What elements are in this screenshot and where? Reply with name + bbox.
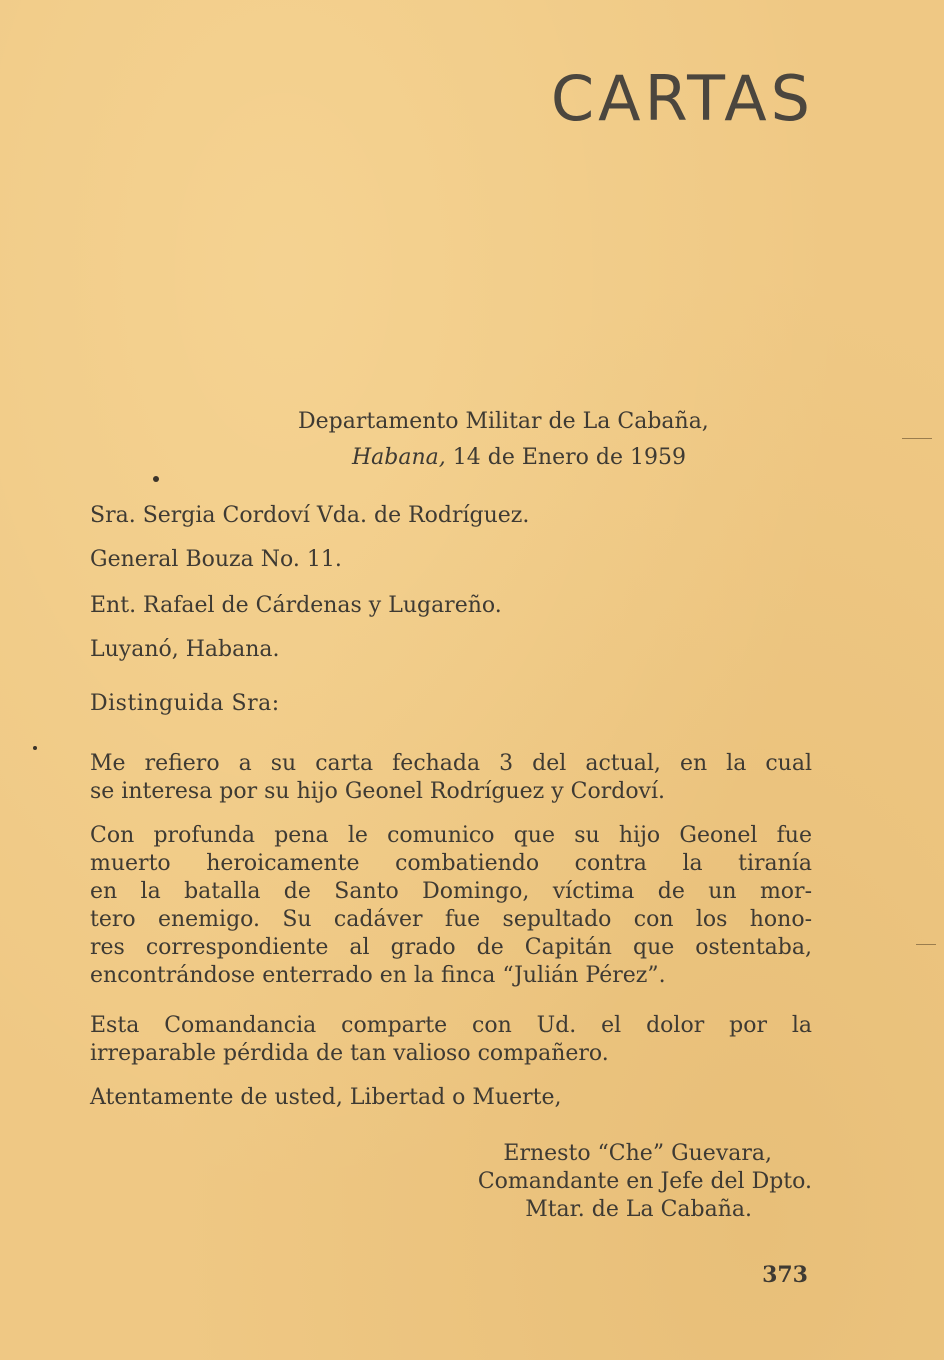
closing-line: Atentamente de usted, Libertad o Muerte, bbox=[90, 1085, 562, 1110]
paragraph-line: irreparable pérdida de tan valioso compañero. bbox=[90, 1041, 609, 1066]
paper-edge-mark bbox=[916, 944, 936, 945]
paper-edge-mark bbox=[902, 438, 932, 439]
ink-speck bbox=[153, 476, 159, 482]
paragraph-line: muerto heroicamente combatiendo contra la tiranía bbox=[90, 851, 812, 876]
paragraph-line: Con profunda pena le comunico que su hijo Geonel fue bbox=[90, 823, 812, 848]
paragraph-line: en la batalla de Santo Domingo, víctima de un mor- bbox=[90, 879, 812, 904]
paragraph-line: tero enemigo. Su cadáver fue sepultado con los hono- bbox=[90, 907, 812, 932]
signature-unit: Mtar. de La Cabaña. bbox=[525, 1197, 752, 1222]
paragraph-line: encontrándose enterrado en la finca “Julián Pérez”. bbox=[90, 963, 666, 988]
body-paragraph-2 bbox=[90, 822, 812, 990]
paragraph-line: res correspondiente al grado de Capitán que ostentaba, bbox=[90, 935, 812, 960]
body-paragraph-1 bbox=[90, 750, 812, 806]
paragraph-line: Me refiero a su carta fechada 3 del actual, en la cual bbox=[90, 751, 812, 776]
page-title: CARTAS bbox=[550, 62, 814, 135]
body-paragraph-3 bbox=[90, 1012, 812, 1068]
paragraph-line: Esta Comandancia comparte con Ud. el dolor por la bbox=[90, 1013, 812, 1038]
letterhead-date: 14 de Enero de 1959 bbox=[452, 445, 686, 470]
letterhead-department: Departamento Militar de La Cabaña, bbox=[298, 409, 709, 434]
letterhead-date-line bbox=[352, 444, 686, 472]
letterhead-city: Habana, bbox=[352, 445, 446, 470]
recipient-street: General Bouza No. 11. bbox=[90, 547, 342, 572]
signature-block bbox=[392, 1140, 812, 1224]
signature-name: Ernesto “Che” Guevara, bbox=[503, 1141, 772, 1166]
recipient-between-streets: Ent. Rafael de Cárdenas y Lugareño. bbox=[90, 593, 502, 618]
page-number: 373 bbox=[762, 1262, 808, 1288]
ink-speck bbox=[33, 746, 37, 750]
recipient-name: Sra. Sergia Cordoví Vda. de Rodríguez. bbox=[90, 503, 530, 528]
salutation: Distinguida Sra: bbox=[90, 691, 280, 716]
recipient-locality: Luyanó, Habana. bbox=[90, 637, 280, 662]
signature-title: Comandante en Jefe del Dpto. bbox=[477, 1169, 812, 1194]
paragraph-line: se interesa por su hijo Geonel Rodríguez y Cordoví. bbox=[90, 779, 666, 804]
